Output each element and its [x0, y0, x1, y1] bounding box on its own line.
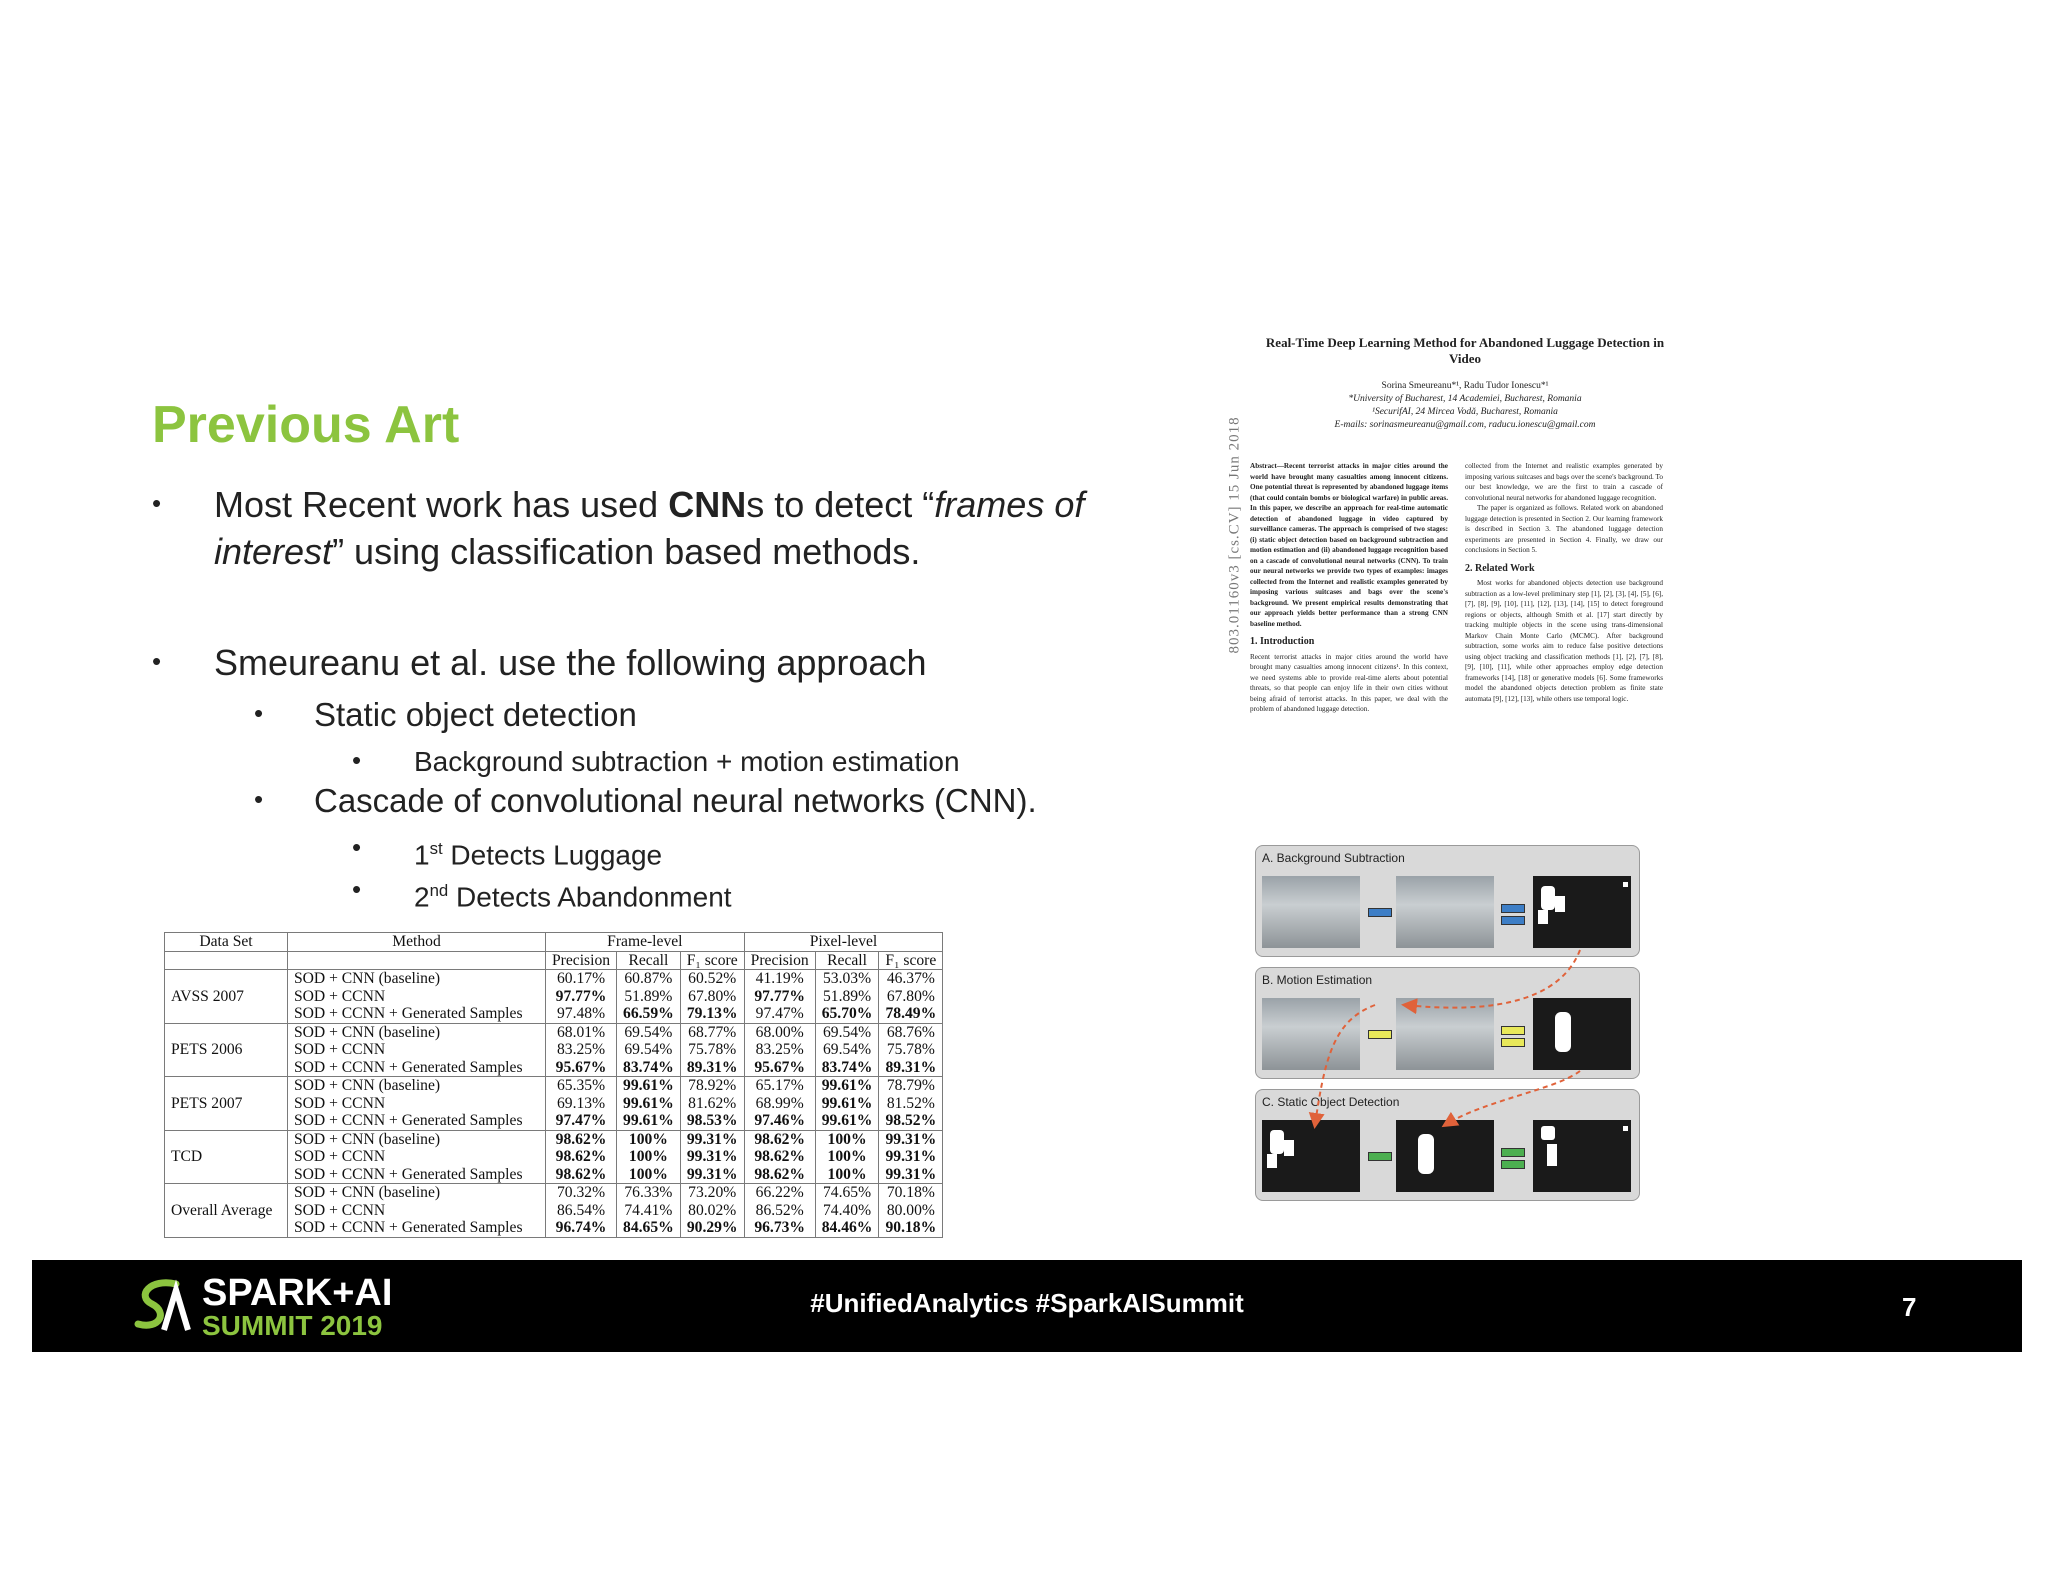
value-cell: 90.29%	[680, 1219, 744, 1237]
method-cell: SOD + CCNN + Generated Samples	[288, 1112, 546, 1130]
dataset-cell: TCD	[165, 1130, 288, 1184]
dataset-cell: AVSS 2007	[165, 970, 288, 1024]
panel-static-object-detection: C. Static Object Detection	[1255, 1089, 1640, 1201]
bullet-glyph: •	[152, 488, 162, 518]
bullet-bg-subtraction: Background subtraction + motion estimation	[414, 746, 960, 777]
bullet-smeureanu: Smeureanu et al. use the following approach	[214, 642, 927, 683]
value-cell: 97.77%	[744, 988, 815, 1006]
value-cell: 83.74%	[617, 1059, 681, 1077]
table-row	[165, 970, 943, 988]
value-cell: 98.62%	[546, 1166, 617, 1184]
method-cell: SOD + CCNN + Generated Samples	[288, 1219, 546, 1237]
value-cell: 98.53%	[680, 1112, 744, 1130]
table-row	[165, 1130, 943, 1148]
slide-title: Previous Art	[152, 396, 460, 454]
value-cell: 74.41%	[617, 1202, 681, 1220]
method-cell: SOD + CCNN + Generated Samples	[288, 1059, 546, 1077]
panel-motion-estimation: B. Motion Estimation	[1255, 967, 1640, 1079]
method-cell: SOD + CCNN	[288, 1041, 546, 1059]
value-cell: 99.31%	[680, 1130, 744, 1148]
footer-bar	[32, 1260, 2022, 1352]
dataset-cell: PETS 2006	[165, 1023, 288, 1077]
value-cell: 97.47%	[744, 1005, 815, 1023]
value-cell: 99.61%	[815, 1112, 879, 1130]
value-cell: 74.40%	[815, 1202, 879, 1220]
value-cell: 46.37%	[879, 970, 943, 988]
value-cell: 69.54%	[617, 1023, 681, 1041]
value-cell: 98.62%	[546, 1148, 617, 1166]
value-cell: 98.62%	[744, 1166, 815, 1184]
header-precision: Precision	[744, 951, 815, 970]
method-cell: SOD + CNN (baseline)	[288, 1023, 546, 1041]
value-cell: 100%	[617, 1148, 681, 1166]
value-cell: 78.92%	[680, 1077, 744, 1095]
flow-arrows	[1255, 845, 1640, 1205]
header-recall: Recall	[815, 951, 879, 970]
bullet-glyph: •	[254, 784, 264, 814]
value-cell: 53.03%	[815, 970, 879, 988]
value-cell: 99.31%	[879, 1166, 943, 1184]
value-cell: 68.76%	[879, 1023, 943, 1041]
value-cell: 99.61%	[815, 1095, 879, 1113]
logo-text-summit: SUMMIT 2019	[202, 1310, 383, 1341]
arrow-to-static-motion	[1445, 1071, 1580, 1125]
method-cell: SOD + CCNN	[288, 1095, 546, 1113]
value-cell: 76.33%	[617, 1184, 681, 1202]
arrow-to-static-fg	[1315, 1005, 1375, 1125]
value-cell: 89.31%	[879, 1059, 943, 1077]
value-cell: 66.22%	[744, 1184, 815, 1202]
value-cell: 96.74%	[546, 1219, 617, 1237]
value-cell: 98.52%	[879, 1112, 943, 1130]
value-cell: 66.59%	[617, 1005, 681, 1023]
value-cell: 70.18%	[879, 1184, 943, 1202]
value-cell: 86.52%	[744, 1202, 815, 1220]
arxiv-stamp: 803.01160v3 [cs.CV] 15 Jun 2018	[1226, 416, 1243, 654]
value-cell: 60.52%	[680, 970, 744, 988]
value-cell: 89.31%	[680, 1059, 744, 1077]
value-cell: 67.80%	[680, 988, 744, 1006]
method-cell: SOD + CCNN	[288, 1148, 546, 1166]
value-cell: 83.25%	[744, 1041, 815, 1059]
value-cell: 95.67%	[744, 1059, 815, 1077]
header-f1: F₁ score	[879, 951, 943, 970]
value-cell: 86.54%	[546, 1202, 617, 1220]
value-cell: 75.78%	[680, 1041, 744, 1059]
value-cell: 97.47%	[546, 1112, 617, 1130]
value-cell: 73.20%	[680, 1184, 744, 1202]
arrow-fg-to-motion	[1405, 950, 1580, 1008]
value-cell: 67.80%	[879, 988, 943, 1006]
value-cell: 75.78%	[879, 1041, 943, 1059]
value-cell: 69.54%	[815, 1041, 879, 1059]
value-cell: 65.17%	[744, 1077, 815, 1095]
value-cell: 51.89%	[815, 988, 879, 1006]
value-cell: 98.62%	[546, 1130, 617, 1148]
header-method: Method	[288, 933, 546, 952]
bullet-static-object: Static object detection	[314, 696, 637, 733]
table-row	[165, 1023, 943, 1041]
header-dataset: Data Set	[165, 933, 288, 952]
value-cell: 74.65%	[815, 1184, 879, 1202]
bullet-glyph: •	[254, 698, 264, 728]
header-frame-level: Frame-level	[546, 933, 745, 952]
value-cell: 69.13%	[546, 1095, 617, 1113]
value-cell: 99.61%	[617, 1077, 681, 1095]
method-cell: SOD + CCNN	[288, 988, 546, 1006]
value-cell: 99.31%	[680, 1148, 744, 1166]
value-cell: 78.79%	[879, 1077, 943, 1095]
value-cell: 100%	[815, 1130, 879, 1148]
paper-preview	[1210, 325, 1680, 770]
value-cell: 83.74%	[815, 1059, 879, 1077]
value-cell: 65.70%	[815, 1005, 879, 1023]
value-cell: 98.62%	[744, 1148, 815, 1166]
value-cell: 69.54%	[617, 1041, 681, 1059]
value-cell: 97.46%	[744, 1112, 815, 1130]
value-cell: 90.18%	[879, 1219, 943, 1237]
value-cell: 97.77%	[546, 988, 617, 1006]
value-cell: 70.32%	[546, 1184, 617, 1202]
dataset-cell: Overall Average	[165, 1184, 288, 1238]
bullet-glyph: •	[352, 745, 362, 775]
logo-text-spark-ai: SPARK+AI	[202, 1272, 393, 1314]
value-cell: 95.67%	[546, 1059, 617, 1077]
method-cell: SOD + CCNN	[288, 1202, 546, 1220]
bullet-cnn-frames: Most Recent work has used CNNs to detect “frames of interest” using classification based methods.	[214, 484, 1085, 572]
method-cell: SOD + CCNN + Generated Samples	[288, 1005, 546, 1023]
bullet-cascade-cnn: Cascade of convolutional neural networks (CNN).	[314, 782, 1037, 819]
value-cell: 80.02%	[680, 1202, 744, 1220]
header-pixel-level: Pixel-level	[744, 933, 943, 952]
header-precision: Precision	[546, 951, 617, 970]
page-number: 7	[1902, 1292, 1917, 1322]
value-cell: 68.00%	[744, 1023, 815, 1041]
value-cell: 84.46%	[815, 1219, 879, 1237]
value-cell: 98.62%	[744, 1130, 815, 1148]
method-cell: SOD + CNN (baseline)	[288, 970, 546, 988]
footer-hashtags: #UnifiedAnalytics #SparkAISummit	[810, 1288, 1244, 1318]
value-cell: 79.13%	[680, 1005, 744, 1023]
value-cell: 81.52%	[879, 1095, 943, 1113]
value-cell: 81.62%	[680, 1095, 744, 1113]
bullet-glyph: •	[152, 646, 162, 676]
panel-background-subtraction: A. Background Subtraction	[1255, 845, 1640, 957]
value-cell: 69.54%	[815, 1023, 879, 1041]
value-cell: 68.99%	[744, 1095, 815, 1113]
value-cell: 99.31%	[879, 1148, 943, 1166]
value-cell: 100%	[617, 1166, 681, 1184]
value-cell: 99.31%	[879, 1130, 943, 1148]
value-cell: 60.87%	[617, 970, 681, 988]
bullet-glyph: •	[352, 832, 362, 862]
results-table-body	[165, 970, 943, 1238]
value-cell: 100%	[617, 1130, 681, 1148]
header-recall: Recall	[617, 951, 681, 970]
bullet-glyph: •	[352, 874, 362, 904]
dataset-cell: PETS 2007	[165, 1077, 288, 1131]
value-cell: 100%	[815, 1148, 879, 1166]
method-cell: SOD + CNN (baseline)	[288, 1130, 546, 1148]
value-cell: 80.00%	[879, 1202, 943, 1220]
value-cell: 41.19%	[744, 970, 815, 988]
paper-right-column: collected from the Internet and realistic examples generated by imposing various suitcases and bags over the scene's background. To our best knowledge, we are the first to train a cascade of convolutional neural networks for abandoned luggage recognition. The paper is organized as follows. Related work on abandoned luggage detection is presented in Section 2. Our learning framework is described in Section 3. The abandoned luggage detection experiments are presented in Section 4. Finally, we draw our conclusions in Section 5. 2. Related Work Most works for abandoned objects detection use background subtraction as a low-level preliminary step [1], [2], [3], [4], [5], [6], [7], [8], [9], [10], [11], [12], [13], [14], [15] to detect foreground regions or objects, although Smith et al. [17] start directly by tracking multiple objects in the scene using trans-dimensional Markov Chain Monte Carlo (MCMC). After background subtraction, some works aim to reduce false positive detections using object tracking and classification methods [1], [2], [7], [8], [9], [10], [11], while other approaches employ edge detection frameworks [14], [18] or generative models [6]. Some frameworks model the abandoned objects detection problem as finite state automata [9], [12], [13], while others use temporal logic.	[1465, 462, 1663, 703]
value-cell: 60.17%	[546, 970, 617, 988]
header-f1: F₁ score	[680, 951, 744, 970]
value-cell: 99.61%	[617, 1112, 681, 1130]
value-cell: 84.65%	[617, 1219, 681, 1237]
paper-title: Real-Time Deep Learning Method for Abandoned Luggage Detection in Video	[1265, 335, 1665, 366]
method-cell: SOD + CCNN + Generated Samples	[288, 1166, 546, 1184]
value-cell: 78.49%	[879, 1005, 943, 1023]
bullet-detects-abandonment: 2nd Detects Abandonment	[414, 881, 732, 913]
paper-left-column: Abstract—Recent terrorist attacks in major cities around the world have brought many casualties among innocent citizens. One potential threat is represented by abandoned luggage items (that could contain bombs or biological warfare) in public areas. In this paper, we describe an approach for real-time automatic detection of abandoned luggage in video captured by surveillance cameras. The approach is comprised of two stages: (i) static object detection based on background subtraction and motion estimation and (ii) abandoned luggage recognition based on a cascade of convolutional neural networks (CNN). To train our neural networks we provide two types of examples: images collected from the Internet and realistic examples generated by imposing various suitcases and bags over the scene's background. We present empirical results demonstrating that our approach yields better performance than a strong CNN baseline method. 1. Introduction Recent terrorist attacks in major cities around the world have brought many casualties among innocent citizens¹. In this context, we need systems able to provide real-time alerts about potential threats, so that people can enjoy life in their own cities without being afraid of terrorist attacks. In this paper, we deal with the problem of abandoned luggage detection.	[1250, 462, 1448, 713]
paper-authors: Sorina Smeureanu*¹, Radu Tudor Ionescu*¹ *University of Bucharest, 14 Academiei, Bucharest, Romania ¹SecurifAI, 24 Mircea Vodă, Bucharest, Romania E-mails: sorinasmeureanu@gmail.com, raducu.ionescu@gmail.com	[1334, 381, 1596, 430]
table-row	[165, 1184, 943, 1202]
value-cell: 51.89%	[617, 988, 681, 1006]
table-row	[165, 1077, 943, 1095]
method-cell: SOD + CNN (baseline)	[288, 1077, 546, 1095]
results-table	[164, 932, 943, 1238]
value-cell: 96.73%	[744, 1219, 815, 1237]
value-cell: 83.25%	[546, 1041, 617, 1059]
value-cell: 99.61%	[815, 1077, 879, 1095]
value-cell: 99.31%	[680, 1166, 744, 1184]
value-cell: 68.01%	[546, 1023, 617, 1041]
value-cell: 97.48%	[546, 1005, 617, 1023]
value-cell: 100%	[815, 1166, 879, 1184]
value-cell: 68.77%	[680, 1023, 744, 1041]
bullet-detects-luggage: 1st Detects Luggage	[414, 839, 663, 871]
value-cell: 99.61%	[617, 1095, 681, 1113]
value-cell: 65.35%	[546, 1077, 617, 1095]
method-cell: SOD + CNN (baseline)	[288, 1184, 546, 1202]
